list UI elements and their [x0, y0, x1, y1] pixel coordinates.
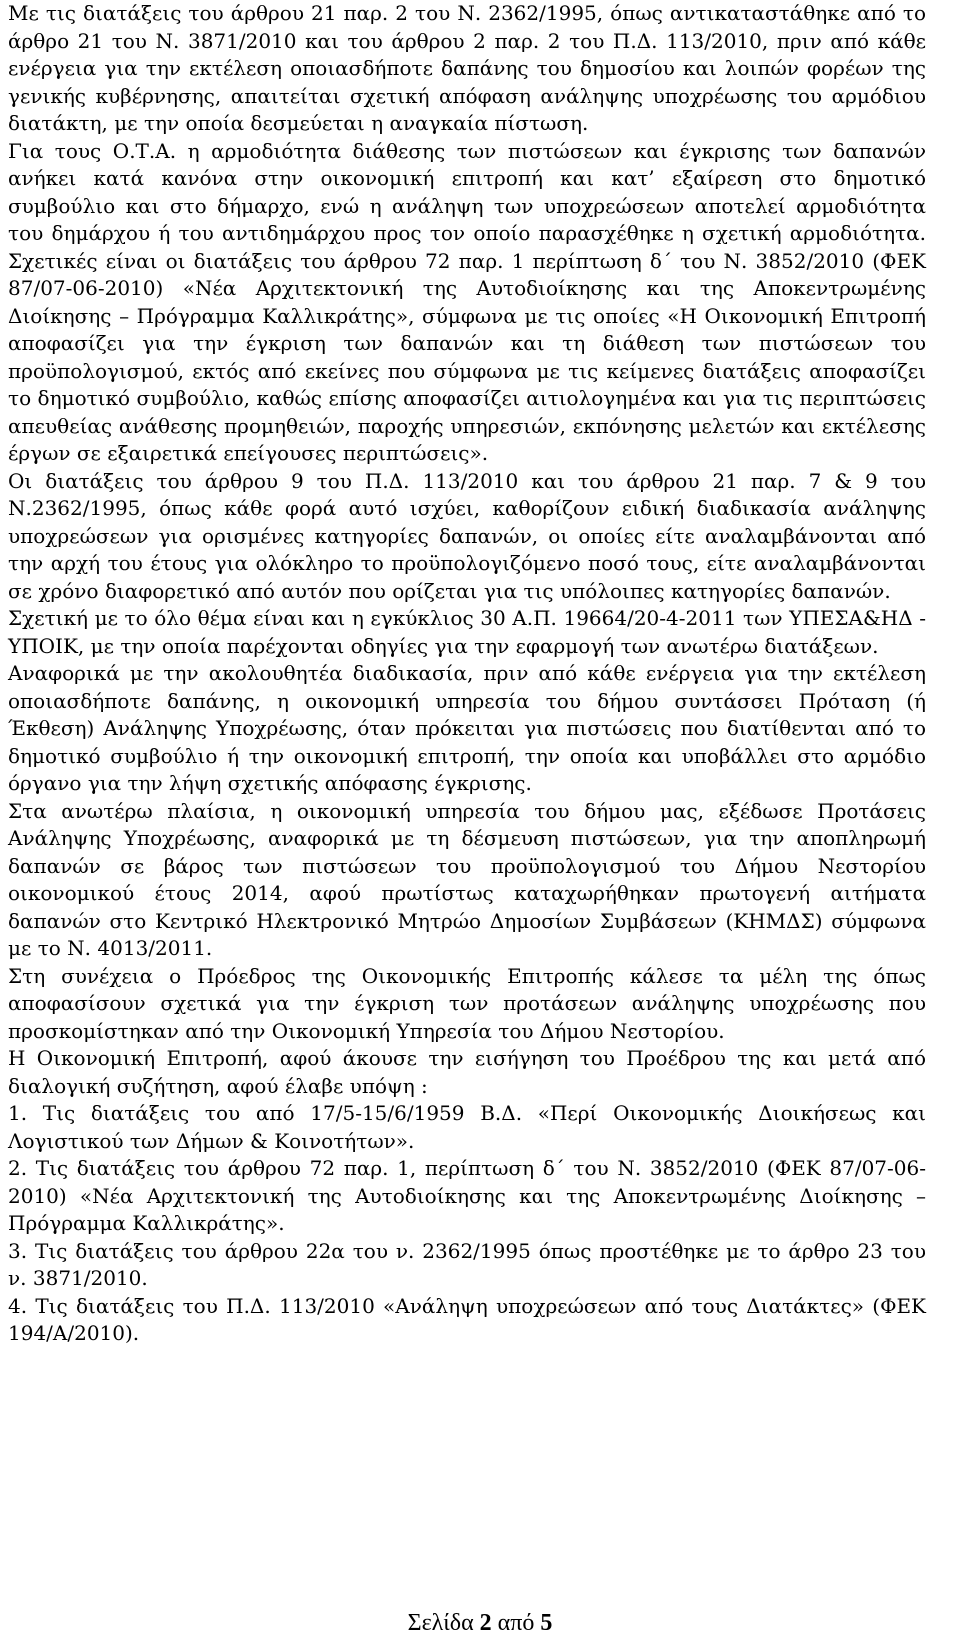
paragraph-circular: Σχετική με το όλο θέμα είναι και η εγκύκλιος 30 Α.Π. 19664/20-4-2011 των ΥΠΕΣΑ&ΗΔ - ΥΠΟΙΚ, με την οποία παρέχονται οδηγίες για την εφαρμογή των ανωτέρω διατάξεων.	[8, 606, 926, 658]
paragraph-procedure: Αναφορικά με την ακολουθητέα διαδικασία, πριν από κάθε ενέργεια για την εκτέλεση οποιασδήποτε δαπάνης, η οικονομική υπηρεσία του δήμου συντάσσει Πρόταση (ή Έκθεση) Ανάληψης Υποχρέωσης, όταν πρόκειται για πιστώσεις που διατίθενται από το δημοτικό συμβούλιο ή την οικονομική επιτροπή, την οποία και υποβάλλει στο αρμόδιο όργανο για την λήψη σχετικής απόφασης έγκρισης.	[8, 661, 926, 795]
paragraph-special-procedure: Οι διατάξεις του άρθρου 9 του Π.Δ. 113/2010 και του άρθρου 21 παρ. 7 & 9 του Ν.2362/1995, όπως κάθε φορά αυτό ισχύει, καθορίζουν ειδική διαδικασία ανάληψης υποχρεώσεων για ορισμένες κατηγορίες δαπανών, οι οποίες είτε αναλαμβάνονται από την αρχή του έτους για ολόκληρο το προϋπολογιζόμενο ποσό τους, είτε αναλαμβάνονται σε χρόνο διαφορετικό από αυτόν που ορίζεται για τις υπόλοιπες κατηγορίες δαπανών.	[8, 468, 926, 603]
list-item-2: 2. Τις διατάξεις του άρθρου 72 παρ. 1, περίπτωση δ΄ του Ν. 3852/2010 (ΦΕΚ 87/07-06-2010) «Νέα Αρχιτεκτονική της Αυτοδιοίκησης και της Αποκεντρωμένης Διοίκησης – Πρόγραμμα Καλλικράτης».	[8, 1156, 926, 1235]
footer-total-pages: 5	[540, 1610, 553, 1636]
list-item-3: 3. Τις διατάξεις του άρθρου 22α του ν. 2362/1995 όπως προστέθηκε με το άρθρο 23 του ν. 3871/2010.	[8, 1238, 926, 1290]
footer-middle: από	[497, 1610, 535, 1636]
document-body	[8, 0, 926, 1348]
paragraph-ota-competence: Για τους Ο.Τ.Α. η αρμοδιότητα διάθεσης των πιστώσεων και έγκρισης των δαπανών ανήκει κατά κανόνα στην οικονομική επιτροπή και κατ’ εξαίρεση στο δημοτικό συμβούλιο και στο δήμαρχο, ενώ η ανάληψη των υποχρεώσεων αποτελεί αρμοδιότητα του δημάρχου ή του αντιδημάρχου προς τον οποίο παρασχέθηκε η σχετική αρμοδιότητα. Σχετικές είναι οι διατάξεις του άρθρου 72 παρ. 1 περίπτωση δ΄ του Ν. 3852/2010 (ΦΕΚ 87/07-06-2010) «Νέα Αρχιτεκτονική της Αυτοδιοίκησης και της Αποκεντρωμένης Διοίκησης – Πρόγραμμα Καλλικράτης», σύμφωνα με τις οποίες «Η Οικονομική Επιτροπή αποφασίζει για την έγκριση των δαπανών και τη διάθεση των πιστώσεων του προϋπολογισμού, εκτός από εκείνες που σύμφωνα με τις κείμενες διατάξεις αποφασίζει το δημοτικό συμβούλιο, καθώς επίσης αποφασίζει αιτιολογημένα και για τις περιπτώσεις απευθείας ανάθεσης προμηθειών, παροχής υπηρεσιών, εκπόνησης μελετών και εκτέλεσης έργων σε εξαιρετικά επείγουσες περιπτώσεις».	[8, 138, 926, 465]
paragraph-president-call: Στη συνέχεια ο Πρόεδρος της Οικονομικής Επιτροπής κάλεσε τα μέλη της όπως αποφασίσουν σχετικά για την έγκριση των προτάσεων ανάληψης υποχρέωσης που προσκομίστηκαν από την Οικονομική Υπηρεσία του Δήμου Νεστορίου.	[8, 963, 926, 1043]
footer-prefix: Σελίδα	[407, 1610, 474, 1636]
paragraph-committee-considered: Η Οικονομική Επιτροπή, αφού άκουσε την εισήγηση του Προέδρου της και μετά από διαλογική συζήτηση, αφού έλαβε υπόψη :	[8, 1046, 926, 1098]
paragraph-proposals-issued: Στα ανωτέρω πλαίσια, η οικονομική υπηρεσία του δήμου μας, εξέδωσε Προτάσεις Ανάληψης Υποχρέωσης, αναφορικά με τη δέσμευση πιστώσεων, για την αποπληρωμή δαπανών σε βάρος των πιστώσεων του προϋπολογισμού του Δήμου Νεστορίου οικονομικού έτους 2014, αφού πρωτίστως καταχωρήθηκαν πρωτογενή αιτήματα δαπανών στο Κεντρικό Ηλεκτρονικό Μητρώο Δημοσίων Συμβάσεων (ΚΗΜΔΣ) σύμφωνα με το Ν. 4013/2011.	[8, 798, 926, 960]
list-item-4: 4. Τις διατάξεις του Π.Δ. 113/2010 «Ανάληψη υποχρεώσεων από τους Διατάκτες» (ΦΕΚ 194/Α/2010).	[8, 1293, 926, 1345]
paragraph-legal-basis: Με τις διατάξεις του άρθρου 21 παρ. 2 του Ν. 2362/1995, όπως αντικαταστάθηκε από το άρθρο 21 του Ν. 3871/2010 και του άρθρου 2 παρ. 2 του Π.Δ. 113/2010, πριν από κάθε ενέργεια για την εκτέλεση οποιασδήποτε δαπάνης του δημοσίου και λοιπών φορέων της γενικής κυβέρνησης, απαιτείται σχετική απόφαση ανάληψης υποχρέωσης του αρμόδιου διατάκτη, με την οποία δεσμεύεται η αναγκαία πίστωση.	[8, 1, 926, 135]
list-item-1: 1. Τις διατάξεις του από 17/5-15/6/1959 Β.Δ. «Περί Οικονομικής Διοικήσεως και Λογιστικού των Δήμων & Κοινοτήτων».	[8, 1101, 926, 1153]
page-number-footer	[0, 1608, 960, 1638]
footer-current-page: 2	[479, 1610, 492, 1636]
